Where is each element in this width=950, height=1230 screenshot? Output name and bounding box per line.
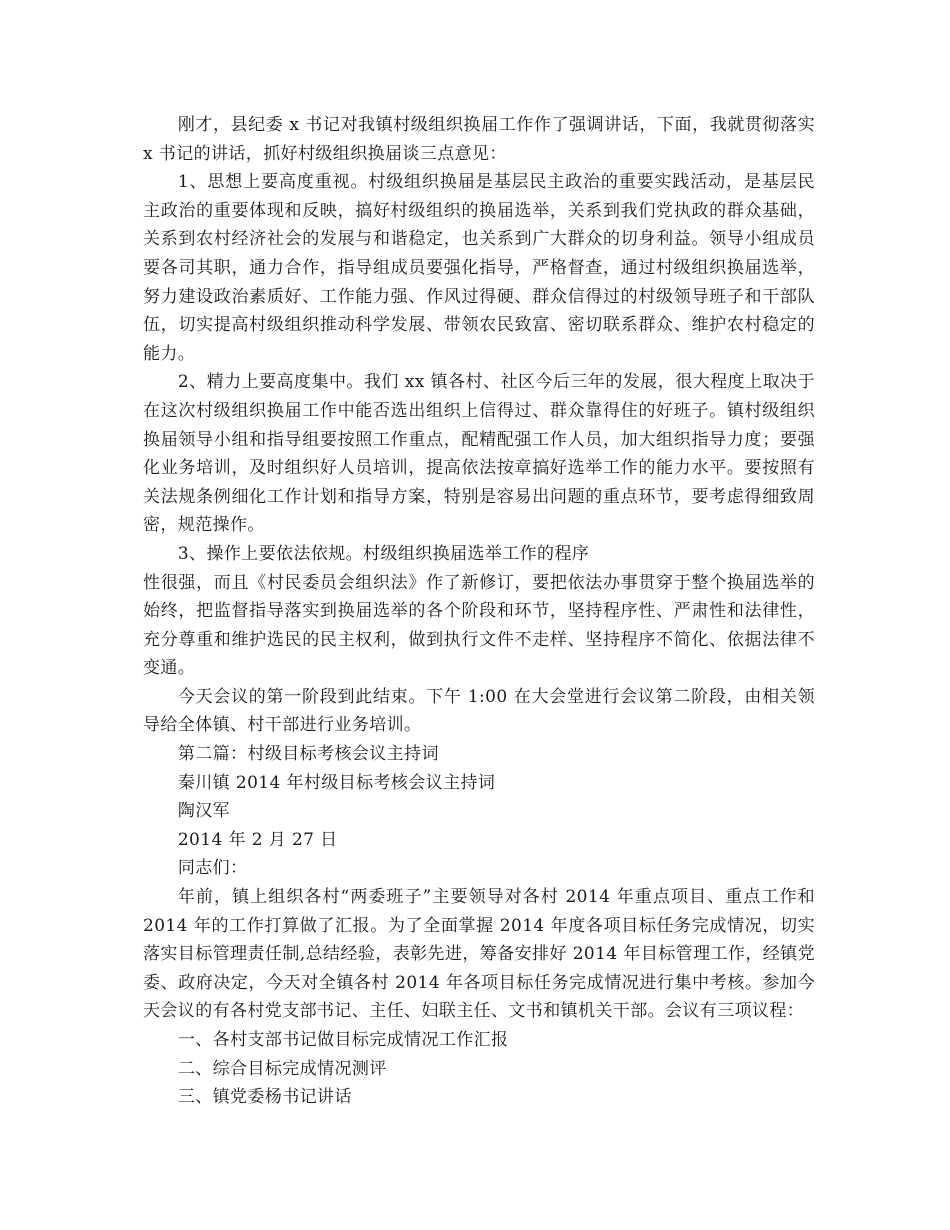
paragraph-point-1: 1、思想上要高度重视。村级组织换届是基层民主政治的重要实践活动，是基层民主政治的重要体现和反映，搞好村级组织的换届选举，关系到我们党执政的群众基础，关系到农村经济社会的发展与和谐稳定，也关系到广大群众的切身利益。领导小组成员要各司其职，通力合作，指导组成员要强化指导，严格督查，通过村级组织换届选举，努力建设政治素质好、工作能力强、作风过得硬、群众信得过的村级领导班子和干部队伍，切实提高村级组织推动科学发展、带领农民致富、密切联系群众、维护农村稳定的能力。 bbox=[143, 172, 815, 364]
agenda-item-2: 二、综合目标完成情况测评 bbox=[177, 1058, 387, 1079]
document-body bbox=[143, 111, 815, 1112]
paragraph-intro: 刚才，县纪委 x 书记对我镇村级组织换届工作作了强调讲话，下面，我就贯彻落实 x 书记的讲话，抓好村级组织换届谈三点意见： bbox=[143, 115, 815, 164]
paragraph-closing: 今天会议的第一阶段到此结束。下午 1:00 在大会堂进行会议第二阶段，由相关领导给全体镇、村干部进行业务培训。 bbox=[143, 686, 815, 736]
paragraph-point-2: 2、精力上要高度集中。我们 xx 镇各村、社区今后三年的发展，很大程度上取决于在这次村级组织换届工作中能否选出组织上信得过、群众靠得住的好班子。镇村级组织换届领导小组和指导组要按照工作重点，配精配强工作人员，加大组织指导力度；要强化业务培训，及时组织好人员培训，提高依法按章搞好选举工作的能力水平。要按照有关法规条例细化工作计划和指导方案，特别是容易出问题的重点环节，要考虑得细致周密，规范操作。 bbox=[143, 372, 815, 536]
paragraph-meeting-intro: 年前，镇上组织各村“两委班子”主要领导对各村 2014 年重点项目、重点工作和 2014 年的工作打算做了汇报。为了全面掌握 2014 年度各项目标任务完成情况，切实落实目标管理责任制,总结经验，表彰先进，筹备安排好 2014 年目标管理工作，经镇党委、政府决定，今天对全镇各村 2014 年各项目标任务完成情况进行集中考核。参加今天会议的有各村党支部书记、主任、妇联主任、文书和镇机关干部。会议有三项议程： bbox=[143, 887, 815, 1022]
section-heading: 第二篇：村级目标考核会议主持词 bbox=[177, 744, 439, 765]
agenda-item-3: 三、镇党委杨书记讲话 bbox=[177, 1087, 352, 1108]
agenda-item-1: 一、各村支部书记做目标完成情况工作汇报 bbox=[177, 1030, 509, 1050]
document-date: 2014 年 2 月 27 日 bbox=[177, 829, 338, 850]
author-name: 陶汉军 bbox=[177, 801, 231, 822]
document-title: 秦川镇 2014 年村级目标考核会议主持词 bbox=[177, 772, 496, 793]
salutation: 同志们： bbox=[177, 858, 248, 879]
paragraph-point-3: 3、操作上要依法依规。村级组织换届选举工作的程序 bbox=[177, 543, 590, 564]
paragraph-point-3-continued: 性很强，而且《村民委员会组织法》作了新修订，要把依法办事贯穿于整个换届选举的始终，把监督指导落实到换届选举的各个阶段和环节，坚持程序性、严肃性和法律性，充分尊重和维护选民的民主权利，做到执行文件不走样、坚持程序不简化、依据法律不变通。 bbox=[143, 572, 815, 679]
